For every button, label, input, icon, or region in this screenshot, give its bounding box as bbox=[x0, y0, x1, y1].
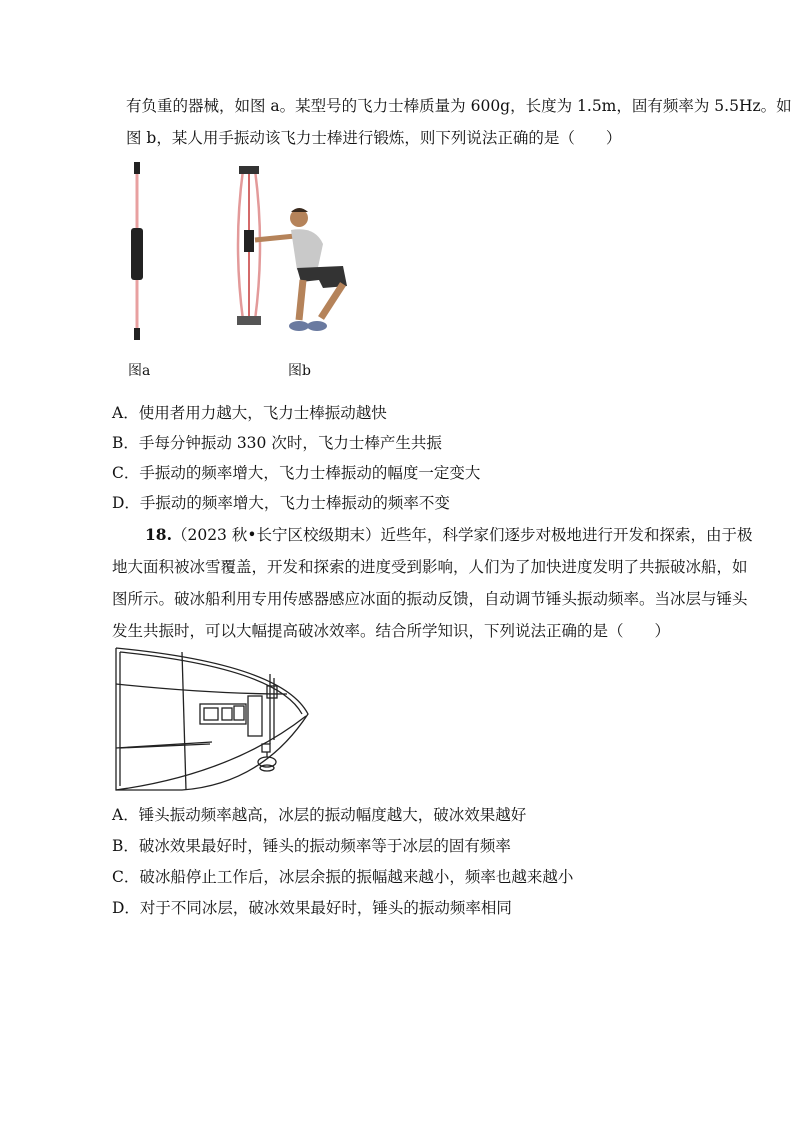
q18-option-a: A．锤头振动频率越高，冰层的振动幅度越大，破冰效果越好 bbox=[112, 806, 527, 824]
figure-a-caption: 图a bbox=[128, 363, 151, 379]
q17-option-d: D．手振动的频率增大，飞力士棒振动的频率不变 bbox=[112, 494, 450, 512]
q18-stem-line3: 图所示。破冰船利用专用传感器感应冰面的振动反馈，自动调节锤头振动频率。当冰层与锤头 bbox=[112, 590, 748, 608]
q17-stem-line2: 图 b，某人用手振动该飞力士棒进行锻炼，则下列说法正确的是（ ） bbox=[126, 129, 622, 147]
figure-b-person-exercise bbox=[225, 160, 360, 340]
q18-stem-line2: 地大面积被冰雪覆盖，开发和探索的进度受到影响，人们为了加快进度发明了共振破冰船，如 bbox=[112, 558, 748, 576]
figure-b-caption: 图b bbox=[288, 363, 311, 379]
q18-number: 18. bbox=[145, 525, 172, 544]
figure-a-flex-bar bbox=[118, 158, 158, 368]
q18-stem-line1 bbox=[145, 525, 753, 545]
q18-stem-line4: 发生共振时，可以大幅提高破冰效率。结合所学知识，下列说法正确的是（ ） bbox=[112, 622, 671, 640]
q18-option-d: D．对于不同冰层，破冰效果最好时，锤头的振动频率相同 bbox=[112, 899, 512, 917]
q17-option-c: C．手振动的频率增大，飞力士棒振动的幅度一定变大 bbox=[112, 464, 481, 482]
q18-option-c: C．破冰船停止工作后，冰层余振的振幅越来越小，频率也越来越小 bbox=[112, 868, 574, 886]
q17-option-a: A．使用者用力越大，飞力士棒振动越快 bbox=[112, 404, 387, 422]
q18-stem-line1-text: （2023 秋•长宁区校级期末）近些年，科学家们逐步对极地进行开发和探索，由于极 bbox=[171, 526, 753, 544]
q18-option-b: B．破冰效果最好时，锤头的振动频率等于冰层的固有频率 bbox=[112, 837, 511, 855]
q17-stem-line1: 有负重的器械，如图 a。某型号的飞力士棒质量为 600g，长度为 1.5m，固有频率为 5.5Hz。如 bbox=[126, 97, 792, 115]
q17-option-b: B．手每分钟振动 330 次时，飞力士棒产生共振 bbox=[112, 434, 442, 452]
figure-icebreaker-ship bbox=[112, 644, 312, 794]
